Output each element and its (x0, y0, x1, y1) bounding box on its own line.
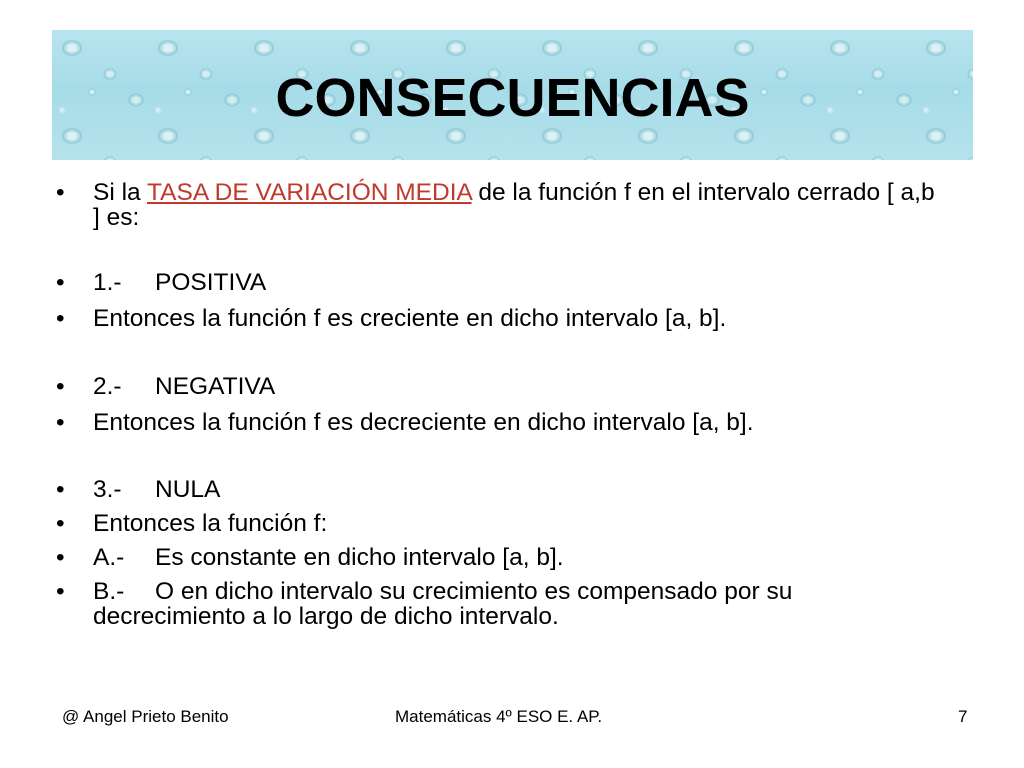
bullet-case3-result (56, 511, 936, 536)
option-b-text: O en dicho intervalo su crecimiento es compensado por su decrecimiento a lo largo de dicho intervalo. (93, 578, 793, 630)
case2-label: NEGATIVA (155, 373, 276, 400)
option-a-text: Es constante en dicho intervalo [a, b]. (155, 544, 564, 571)
footer-course: Matemáticas 4º ESO E. AP. (395, 707, 603, 726)
case2-result-text: Entonces la función f es decreciente en dicho intervalo [a, b]. (93, 409, 754, 436)
footer-author: @ Angel Prieto Benito (62, 707, 229, 726)
option-a-letter: A.- (93, 544, 125, 571)
bullet-case3 (56, 477, 936, 502)
bullet-case2 (56, 374, 936, 399)
page-number: 7 (958, 707, 968, 726)
case1-label: POSITIVA (155, 269, 267, 296)
intro-suffix: de la función f en el intervalo cerrado [ a,b ] es: (93, 179, 935, 231)
case3-number: 3.- (93, 476, 122, 503)
bullet-list (56, 180, 936, 629)
bullet-case2-result (56, 410, 936, 435)
title-banner (52, 30, 973, 160)
bullet-case1 (56, 270, 936, 295)
bullet-option-a (56, 545, 936, 570)
bullet-option-b (56, 579, 936, 629)
case2-number: 2.- (93, 373, 122, 400)
bullet-intro (56, 180, 936, 230)
option-b-letter: B.- (93, 578, 125, 605)
intro-prefix: Si la (93, 179, 148, 206)
bullet-case1-result (56, 306, 936, 331)
case3-label: NULA (155, 476, 221, 503)
tasa-link[interactable]: TASA DE VARIACIÓN MEDIA (147, 179, 472, 206)
case1-number: 1.- (93, 269, 122, 296)
slide-title: CONSECUENCIAS (275, 68, 750, 128)
case1-result-text: Entonces la función f es creciente en dicho intervalo [a, b]. (93, 305, 727, 332)
case3-result-text: Entonces la función f: (93, 510, 328, 537)
